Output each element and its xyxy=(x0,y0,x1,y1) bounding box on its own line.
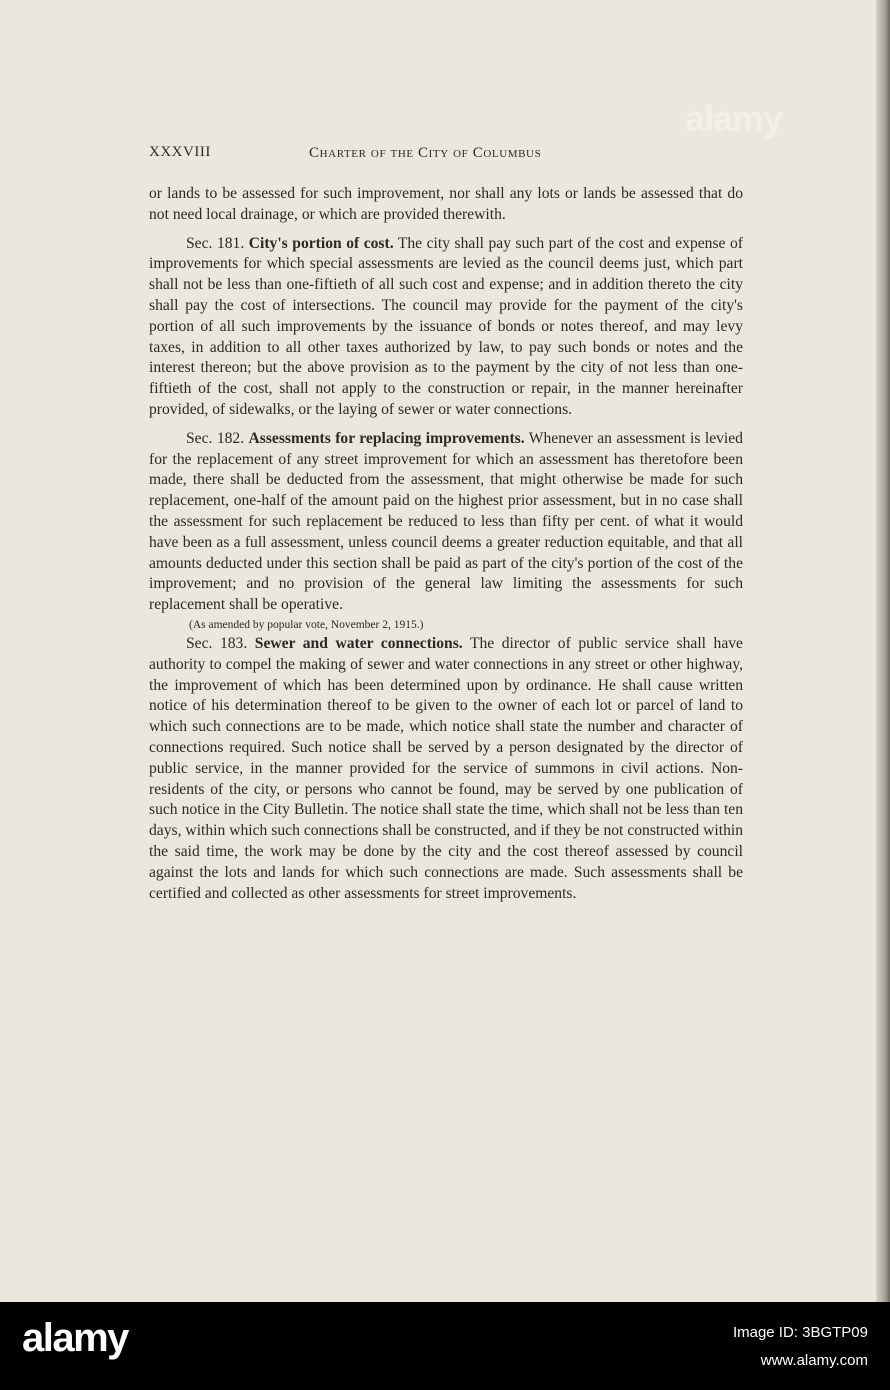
page-edge-shadow xyxy=(876,0,890,1302)
page-title: Charter of the City of Columbus xyxy=(309,145,542,161)
section-number: Sec. 182. xyxy=(186,429,245,447)
section-text: The city shall pay such part of the cost and expense of improvements for which special assessments are levied as the council deems just, which part shall not be less than one-fiftieth of all such cost and expense; and in addition thereto the city shall pay the cost of intersections. The council may provide for the payment of the city's portion of all such improvements by the issuance of bonds or notes thereof, and may levy taxes, in addition to all other taxes authorized by law, to pay such bonds or notes and the interest thereon; but the above provision as to the payment by the city of not less than one-fiftieth of the cost, shall not apply to the construction or repair, in the manner hereinafter provided, of sidewalks, or the laying of sewer or water connections. xyxy=(149,234,743,418)
watermark-logo: alamy xyxy=(685,98,783,139)
brand-logo: alamy xyxy=(22,1316,128,1360)
page-number: XXXVIII xyxy=(149,144,211,160)
section-heading: City's portion of cost. xyxy=(248,234,394,252)
section-number: Sec. 183. xyxy=(186,634,248,652)
section-number: Sec. 181. xyxy=(186,234,245,252)
image-id: Image ID: 3BGTP09 xyxy=(732,1324,868,1341)
running-head xyxy=(149,144,743,164)
section-heading: Assessments for replacing improvements. xyxy=(248,429,525,447)
section-heading: Sewer and water connections. xyxy=(254,634,463,652)
amendment-note: (As amended by popular vote, November 2, 1915.) xyxy=(189,618,424,631)
paragraph-continuation: or lands to be assessed for such improvement, nor shall any lots or lands be assessed that do not need local drainage, or which are provided therewith. xyxy=(149,185,743,223)
section-181 xyxy=(149,234,743,421)
stock-footer xyxy=(0,1302,890,1390)
site-url: www.alamy.com xyxy=(760,1352,868,1369)
section-text: The director of public service shall have authority to compel the making of sewer and water connections in any street or other highway, the improvement of which has been determined upon by ordinance. He shall cause written notice of his determination thereof to be given to the owner of each lot or parcel of land to which such connections are to be made, which notice shall state the number and character of connections required. Such notice shall be served by a person designated by the director of public service, in the manner provided for the service of summons in civil actions. Non-residents of the city, or persons who cannot be found, may be served by one publication of such notice in the City Bulletin. The notice shall state the time, which shall not be less than ten days, within which such connections shall be constructed, and if they be not constructed within the said time, the work may be done by the city and the cost thereof assessed by council against the lots and lands for which such connections are made. Such assessments shall be certified and collected as other assessments for street improvements. xyxy=(149,634,743,902)
body-text xyxy=(149,184,743,904)
section-182 xyxy=(149,429,743,616)
section-text: Whenever an assessment is levied for the replacement of any street improvement for which an assessment has theretofore been made, there shall be deducted from the assessment, that might otherwise be made for such replacement, one-half of the amount paid on the highest prior assessment, but in no case shall the assessment for such replacement be reduced to less than fifty per cent. of what it would have been as a full assessment, unless council deems a greater reduction equitable, and that all amounts deducted under this section shall be paid as part of the city's portion of the cost of the improvement; and no provision of the general law limiting the assessments for such replacement shall be operative. xyxy=(149,429,743,614)
section-183 xyxy=(149,634,743,904)
